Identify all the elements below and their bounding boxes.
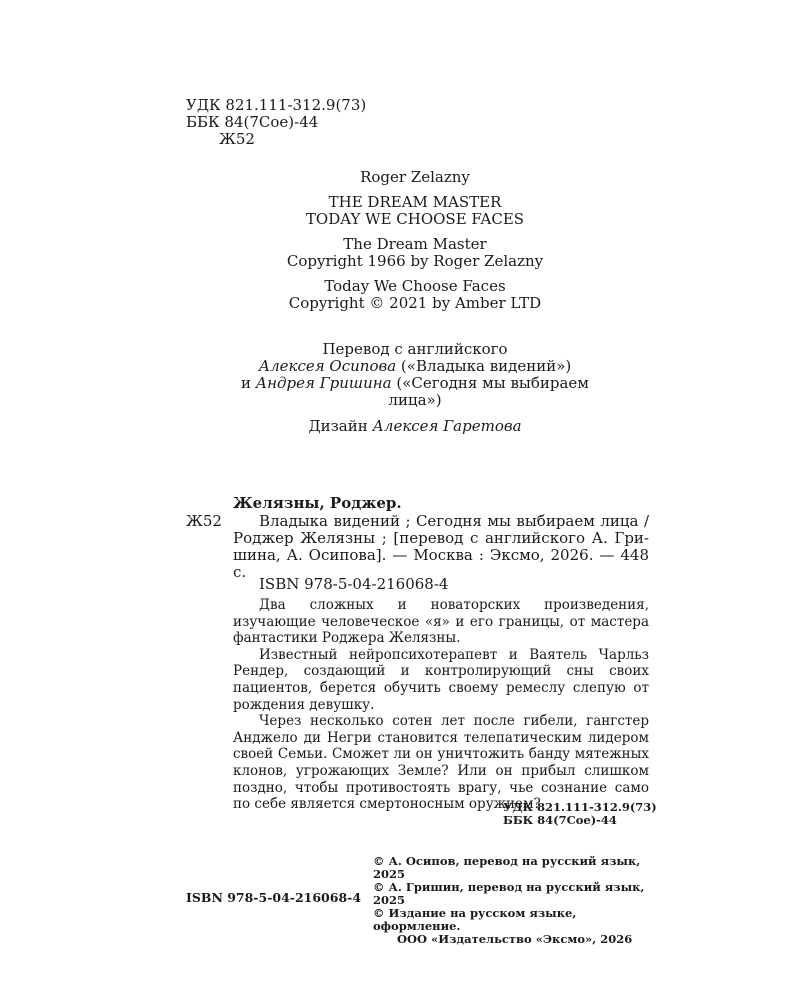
conjunction: и (241, 374, 256, 392)
copyright-block (373, 855, 653, 946)
bottom-bbk: ББК 84(7Сое)-44 (503, 813, 617, 827)
author-sign: Ж52 (219, 130, 255, 148)
translator-line-2 (215, 375, 615, 409)
catalog-heading: Желязны, Роджер. (233, 494, 402, 512)
catalog-isbn: ISBN 978-5-04-216068-4 (259, 575, 449, 593)
original-author: Roger Zelazny (360, 168, 470, 186)
catalog-sign: Ж52 (186, 512, 222, 530)
copyright-line-1: © А. Осипов, перевод на русский язык, 2025 (373, 854, 641, 881)
translator-line-1 (215, 358, 615, 375)
annotation-paragraph-3: Через несколько сотен лет после гибели, гангстер Анджело ди Негри становится телепатическим лидером своей Семьи. Сможет ли он уничтожить банду мятежных клонов, угрожающих Земле? Или он прибыл слишком поздно, чтобы противостоять врагу, чье сознание само по себе является смертоносным оружием? (233, 713, 649, 813)
design-label: Дизайн (308, 417, 373, 435)
translator-1-work: («Владыка видений») (396, 357, 572, 375)
translator-1-name: Алексея Осипова (258, 357, 397, 375)
copyright-line-3: © Издание на русском языке, оформление. (373, 906, 577, 933)
work2-title: Today We Choose Faces (324, 277, 506, 295)
footer-isbn: ISBN 978-5-04-216068-4 (186, 890, 362, 905)
bottom-classification (503, 801, 657, 827)
credits-block (215, 341, 615, 435)
original-title-2: TODAY WE CHOOSE FACES (305, 210, 525, 228)
original-rights-block (250, 169, 580, 312)
original-title-1: THE DREAM MASTER (328, 193, 502, 211)
work1-copyright: Copyright 1966 by Roger Zelazny (286, 252, 544, 270)
copyright-line-2: © А. Гришин, перевод на русский язык, 2025 (373, 880, 645, 907)
translator-2-name: Андрея Гришина (255, 374, 392, 392)
work1-title: The Dream Master (343, 235, 487, 253)
annotation-paragraph-1: Два сложных и новаторских произведения, изучающие человеческое «я» и его границы, от мастера фантастики Роджера Желязны. (233, 597, 649, 647)
translator-2-work: («Сегодня мы выбираем лица») (388, 374, 589, 409)
bbk-code: ББК 84(7Сое)-44 (186, 113, 319, 131)
translation-intro: Перевод с английского (322, 340, 508, 358)
catalog-line-1: Владыка видений ; Сегодня мы выбираем лица / (259, 512, 649, 530)
catalog-description (233, 513, 649, 581)
copyright-line-4: ООО «Издательство «Эксмо», 2026 (397, 932, 633, 946)
annotation-paragraph-2: Известный нейропсихотерапевт и Ваятель Чарльз Рендер, создающий и контролирующий сны своих пациентов, берется обучить своему ремеслу слепую от рождения девушку. (233, 646, 649, 713)
classification-block (186, 97, 446, 148)
designer-name: Алексея Гаретова (372, 417, 522, 435)
bottom-udk: УДК 821.111-312.9(73) (503, 800, 657, 814)
udk-code: УДК 821.111-312.9(73) (186, 96, 367, 114)
catalog-line-2: Роджер Желязны ; [перевод с английского А. Гри- (233, 529, 649, 547)
work2-copyright: Copyright © 2021 by Amber LTD (288, 294, 542, 312)
annotation-block (233, 597, 649, 813)
design-line (215, 418, 615, 435)
catalog-line-3: шина, А. Осипова]. — Москва : Эксмо, 2026. — 448 с. (233, 546, 649, 581)
